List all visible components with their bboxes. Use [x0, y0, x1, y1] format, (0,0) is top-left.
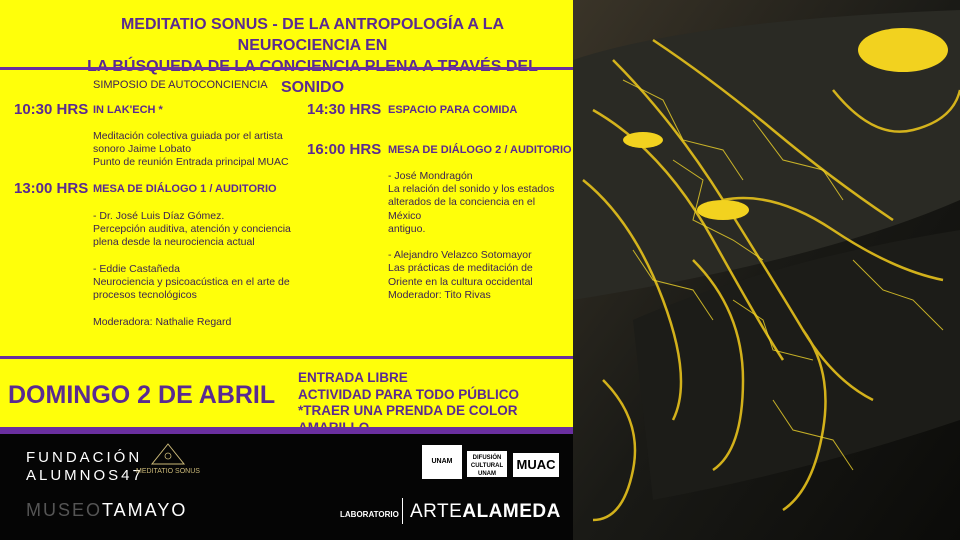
sponsor-bar — [0, 434, 573, 540]
title-line-1: MEDITATIO SONUS - DE LA ANTROPOLOGÍA A LA NEUROCIENCIA EN — [120, 16, 505, 54]
event-mesa-2: MESA DE DIÁLOGO 2 / AUDITORIO — [388, 144, 572, 156]
fundacion-text-2: ALUMNOS47 — [26, 467, 144, 484]
museo-tamayo-logo — [26, 500, 187, 521]
symposium-label: SIMPOSIO DE AUTOCONCIENCIA — [93, 79, 268, 91]
arte-text: ARTE — [410, 501, 463, 522]
tamayo-text: TAMAYO — [102, 500, 188, 520]
fundacion-text-1: FUNDACIÓN — [26, 449, 143, 466]
event-mesa-2-desc: - José Mondragón La relación del sonido y los estados alterados de la conciencia en el México antiguo. - Alejandro Velazco Sotomayor Las prácticas de meditación de Oriente en la cultura occidental Moderador: Tito Rivas — [388, 170, 555, 301]
arte-alameda-logo — [410, 501, 561, 523]
difusion-cultural-logo: DIFUSIÓN CULTURAL UNAM — [467, 451, 507, 477]
time-1430: 14:30 HRS — [307, 101, 382, 118]
entry-free: ENTRADA LIBRE — [298, 370, 408, 385]
divider-bottom — [0, 427, 573, 434]
meditatio-text: MEDITATIO SONUS — [136, 468, 200, 475]
time-1300: 13:00 HRS — [14, 180, 89, 197]
unam-logo: UNAM — [422, 445, 462, 479]
event-comida: ESPACIO PARA COMIDA — [388, 104, 518, 116]
entry-audience: ACTIVIDAD PARA TODO PÚBLICO — [298, 386, 520, 402]
laboratorio-label: LABORATORIO — [340, 510, 399, 519]
logo-separator — [402, 498, 403, 524]
fundacion-logo — [26, 449, 144, 485]
pyramid-icon — [148, 442, 188, 466]
event-mesa-1: MESA DE DIÁLOGO 1 / AUDITORIO — [93, 183, 277, 195]
event-date: DOMINGO 2 DE ABRIL — [8, 381, 276, 409]
event-in-lakech: IN LAK'ECH * — [93, 104, 163, 116]
muac-logo: MUAC — [513, 453, 559, 477]
event-in-lakech-desc: Meditación colectiva guiada por el artista sonoro Jaime Lobato Punto de reunión Entrada principal MUAC — [93, 130, 289, 169]
divider-middle — [0, 356, 573, 359]
time-1600: 16:00 HRS — [307, 141, 382, 158]
time-1030: 10:30 HRS — [14, 101, 89, 118]
alameda-text: ALAMEDA — [462, 501, 561, 522]
event-mesa-1-desc: - Dr. José Luis Díaz Gómez. Percepción auditiva, atención y conciencia plena desde la neurociencia actual - Eddie Castañeda Neurociencia y psicoacústica en el arte de procesos tecnológicos Moderadora: Nathalie Regard — [93, 210, 291, 328]
museo-text: MUSEO — [26, 500, 103, 520]
entry-dress: *TRAER UNA PRENDA DE COLOR — [298, 403, 518, 418]
title-line-2: SONIDO — [280, 79, 345, 96]
divider-top — [0, 67, 573, 70]
slime-mold-illustration — [573, 0, 960, 540]
slime-mold-photo — [573, 0, 960, 540]
meditatio-sonus-logo — [128, 442, 208, 482]
